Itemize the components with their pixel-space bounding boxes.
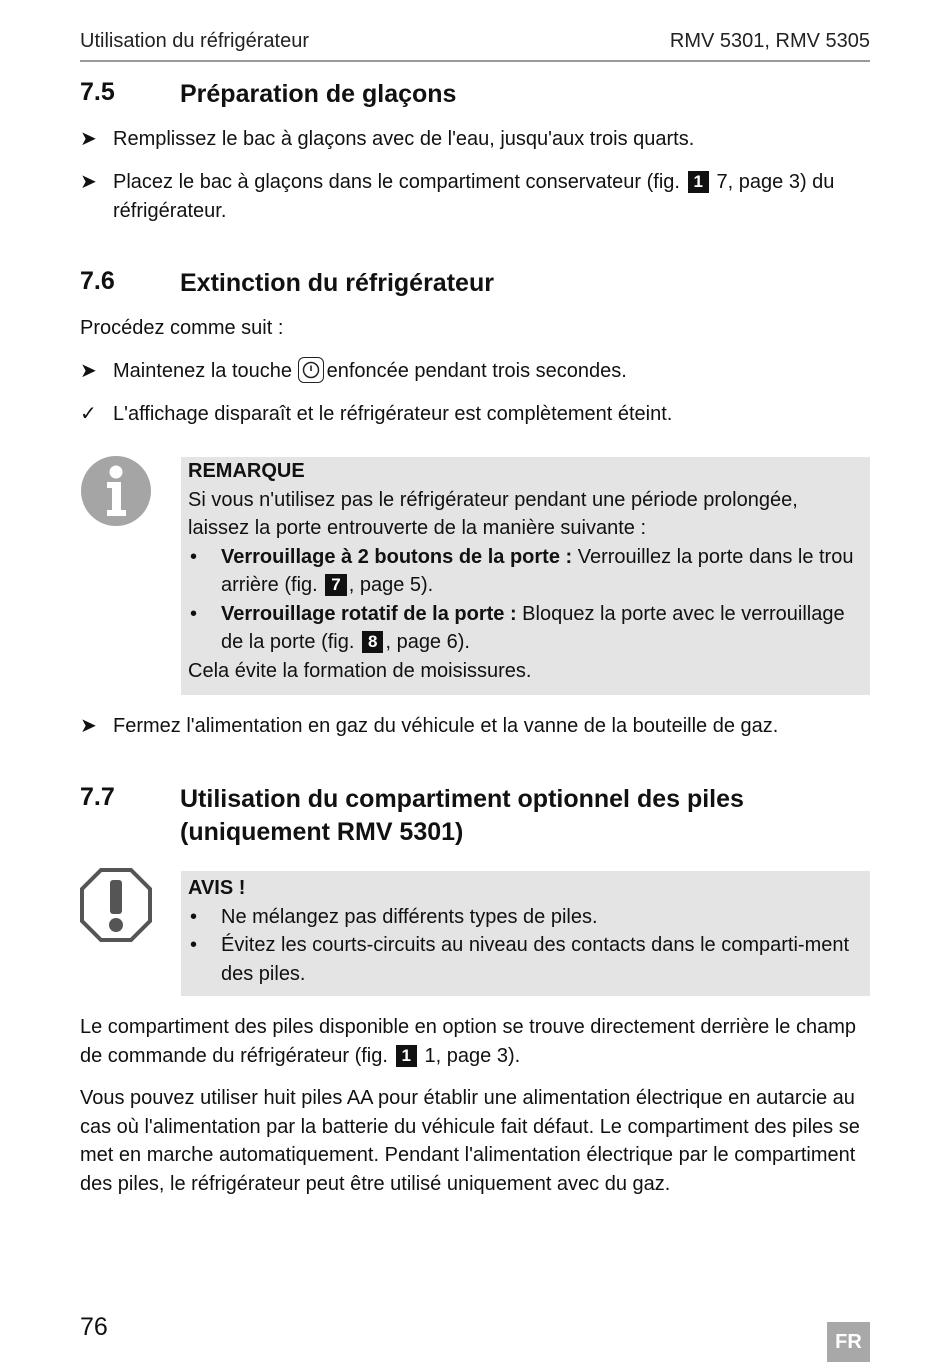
- intro-text: Procédez comme suit :: [80, 317, 284, 339]
- arrow-icon: ➤: [80, 360, 97, 382]
- header-model: RMV 5301, RMV 5305: [669, 30, 870, 52]
- remark-box: [181, 457, 870, 695]
- section-title: Préparation de glaçons: [180, 80, 457, 108]
- remark-conclusion: Cela évite la formation de moisissures.: [188, 659, 532, 682]
- page-header: [80, 28, 870, 62]
- language-badge: FR: [827, 1322, 870, 1362]
- body-paragraph: Vous pouvez utiliser huit piles AA pour établir une alimentation électrique en autarcie au cas où l'alimentation par la batterie du véhicule fait défaut. Le compartiment des piles se met en marche automatiquement. Pendant l'alimentation électrique par le compartiment des piles, le réfrigérateur peut être utilisé uniquement avec du gaz.: [80, 1087, 860, 1195]
- remark-text: Si vous n'utilisez pas le réfrigérateur pendant une période prolongée, laissez la porte entrouverte de la manière suivante :: [188, 488, 798, 539]
- power-button-icon: [298, 357, 324, 383]
- step-text: Remplissez le bac à glaçons avec de l'eau, jusqu'aux trois quarts.: [113, 128, 695, 150]
- warning-icon: [80, 868, 152, 947]
- remark-list-item: • Verrouillage rotatif de la porte : Bloquez la porte avec le verrouillage de la porte (fig. 8 , page 6).: [188, 600, 864, 657]
- figure-ref: 1: [396, 1045, 417, 1067]
- section-number: 7.5: [80, 78, 115, 106]
- step-text: Fermez l'alimentation en gaz du véhicule et la vanne de la bouteille de gaz.: [113, 715, 779, 737]
- page-number: 76: [80, 1313, 108, 1341]
- info-icon: [80, 455, 152, 532]
- bullet-dot: •: [190, 905, 198, 928]
- section-title: Utilisation du compartiment optionnel des piles (uniquement RMV 5301): [180, 785, 744, 846]
- remark-list-item: • Verrouillage à 2 boutons de la porte : Verrouillez la porte dans le trou arrière (fig. 7 , page 5).: [188, 543, 864, 600]
- figure-ref: 7: [325, 574, 346, 596]
- result-text: L'affichage disparaît et le réfrigérateur est complètement éteint.: [113, 403, 673, 425]
- section-number: 7.6: [80, 267, 115, 295]
- arrow-icon: ➤: [80, 171, 97, 193]
- check-icon: ✓: [80, 403, 97, 425]
- notice-list-item: • Ne mélangez pas différents types de piles.: [188, 903, 864, 932]
- notice-heading: AVIS !: [188, 877, 246, 899]
- header-chapter: Utilisation du réfrigérateur: [80, 30, 309, 52]
- figure-ref: 8: [362, 631, 383, 653]
- section-number: 7.7: [80, 783, 115, 811]
- bullet-dot: •: [190, 602, 198, 625]
- section-title: Extinction du réfrigérateur: [180, 269, 494, 297]
- arrow-icon: ➤: [80, 715, 97, 737]
- figure-ref: 1: [688, 171, 709, 193]
- bullet-dot: •: [190, 545, 198, 568]
- notice-list-item: • Évitez les courts-circuits au niveau des contacts dans le comparti-ment des piles.: [188, 931, 864, 988]
- remark-heading: REMARQUE: [188, 460, 305, 482]
- body-paragraph: Le compartiment des piles disponible en option se trouve directement derrière le champ de commande du réfrigérateur (fig. 1 1, page 3).: [80, 1016, 856, 1067]
- bullet-dot: •: [190, 934, 198, 956]
- step-text: Maintenez la touche enfoncée pendant trois secondes.: [113, 357, 870, 386]
- notice-box: [181, 871, 870, 996]
- step-text: Placez le bac à glaçons dans le compartiment conservateur (fig. 1 7, page 3) du réfrigérateur.: [113, 171, 835, 222]
- arrow-icon: ➤: [80, 128, 97, 150]
